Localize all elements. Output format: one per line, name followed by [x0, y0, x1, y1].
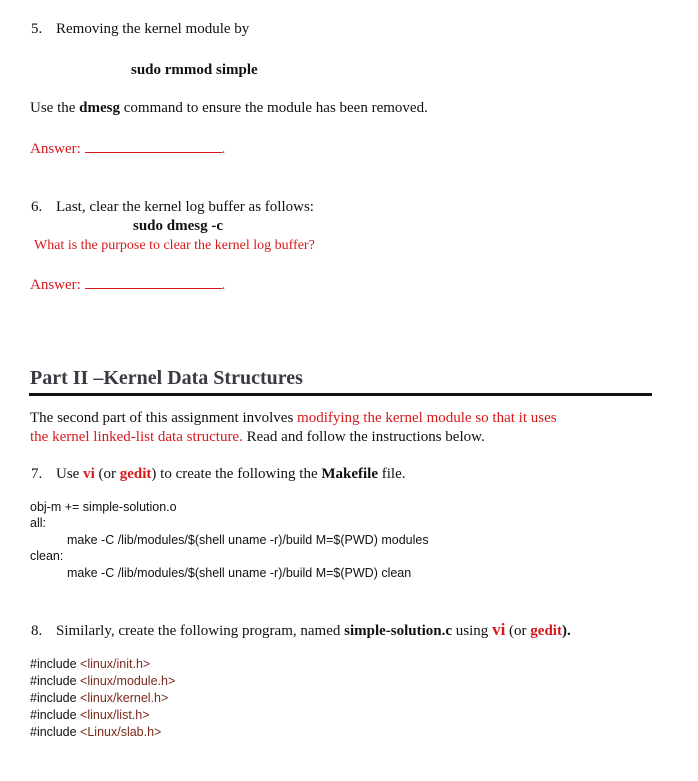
include-header: <linux/kernel.h> — [80, 691, 169, 705]
step5-use-post: command to ensure the module has been removed. — [120, 100, 428, 116]
include-line — [30, 674, 175, 688]
part2-intro-line1 — [30, 410, 557, 427]
step8-number: 8. — [31, 623, 43, 639]
step6-answer-label: Answer: — [30, 277, 81, 293]
step6-answer-end: . — [221, 277, 226, 293]
step7-vi: vi — [83, 466, 95, 482]
step5-answer — [30, 140, 225, 158]
step7-line — [31, 466, 406, 483]
step5-command: sudo rmmod simple — [131, 62, 258, 78]
part2-intro-line2 — [30, 429, 485, 446]
step5-use-pre: Use the — [30, 100, 80, 116]
makefile-line-2: all: — [30, 516, 46, 530]
step6-command: sudo dmesg -c — [133, 218, 224, 234]
step8-t1: Similarly, create the following program, named — [56, 623, 345, 639]
step8-vi: vi — [492, 620, 506, 639]
step5-dmesg: dmesg — [79, 100, 120, 116]
step6-question: What is the purpose to clear the kernel log buffer? — [34, 238, 315, 253]
include-directive: #include — [30, 691, 81, 705]
step5-answer-end: . — [221, 141, 226, 157]
step5-text: Removing the kernel module by — [56, 21, 250, 37]
step7-number: 7. — [31, 466, 43, 482]
step7-makefile: Makefile — [321, 466, 379, 482]
intro-red2: the kernel linked-list data structure. — [30, 429, 243, 445]
intro-pre: The second part of this assignment involves — [30, 410, 298, 426]
include-line — [30, 691, 168, 705]
include-line — [30, 708, 150, 722]
step8-t3: (or — [505, 623, 531, 639]
step6-text: Last, clear the kernel log buffer as follows: — [56, 199, 314, 215]
step7-t2: (or — [94, 466, 120, 482]
include-line — [30, 725, 161, 739]
include-directive: #include — [30, 674, 81, 688]
part2-heading: Part II –Kernel Data Structures — [30, 367, 303, 389]
step5-answer-label: Answer: — [30, 141, 81, 157]
include-directive: #include — [30, 657, 81, 671]
makefile-line-4: clean: — [30, 549, 64, 563]
step8-t4: ). — [561, 623, 571, 639]
step8-gedit: gedit — [530, 623, 562, 639]
include-header: <linux/init.h> — [80, 657, 151, 671]
step7-t4: file. — [378, 466, 406, 482]
makefile-line-3: make -C /lib/modules/$(shell uname -r)/build M=$(PWD) modules — [67, 533, 429, 547]
step7-gedit: gedit — [119, 466, 152, 482]
step6-answer — [30, 276, 225, 294]
heading-rule — [29, 393, 652, 396]
step7-t1: Use — [56, 466, 84, 482]
makefile-line-5: make -C /lib/modules/$(shell uname -r)/build M=$(PWD) clean — [67, 566, 412, 580]
include-header: <linux/module.h> — [80, 674, 176, 688]
step6-line — [31, 199, 314, 216]
include-directive: #include — [30, 708, 81, 722]
step6-answer-blank[interactable] — [85, 276, 222, 289]
step5-line — [31, 21, 249, 38]
step7-t3: ) to create the following the — [151, 466, 322, 482]
include-header: <Linux/slab.h> — [80, 725, 162, 739]
step5-instruction — [30, 100, 428, 117]
include-line — [30, 657, 150, 671]
makefile-line-1: obj-m += simple-solution.o — [30, 500, 177, 514]
include-header: <linux/list.h> — [80, 708, 150, 722]
intro-red1: modifying the kernel module so that it uses — [297, 410, 557, 426]
include-directive: #include — [30, 725, 81, 739]
step5-answer-blank[interactable] — [85, 140, 222, 153]
step5-number: 5. — [31, 21, 43, 37]
step8-line — [31, 620, 571, 640]
intro-post: Read and follow the instructions below. — [242, 429, 485, 445]
step8-t2: using — [452, 623, 493, 639]
step6-number: 6. — [31, 199, 43, 215]
step8-filename: simple-solution.c — [344, 623, 453, 639]
